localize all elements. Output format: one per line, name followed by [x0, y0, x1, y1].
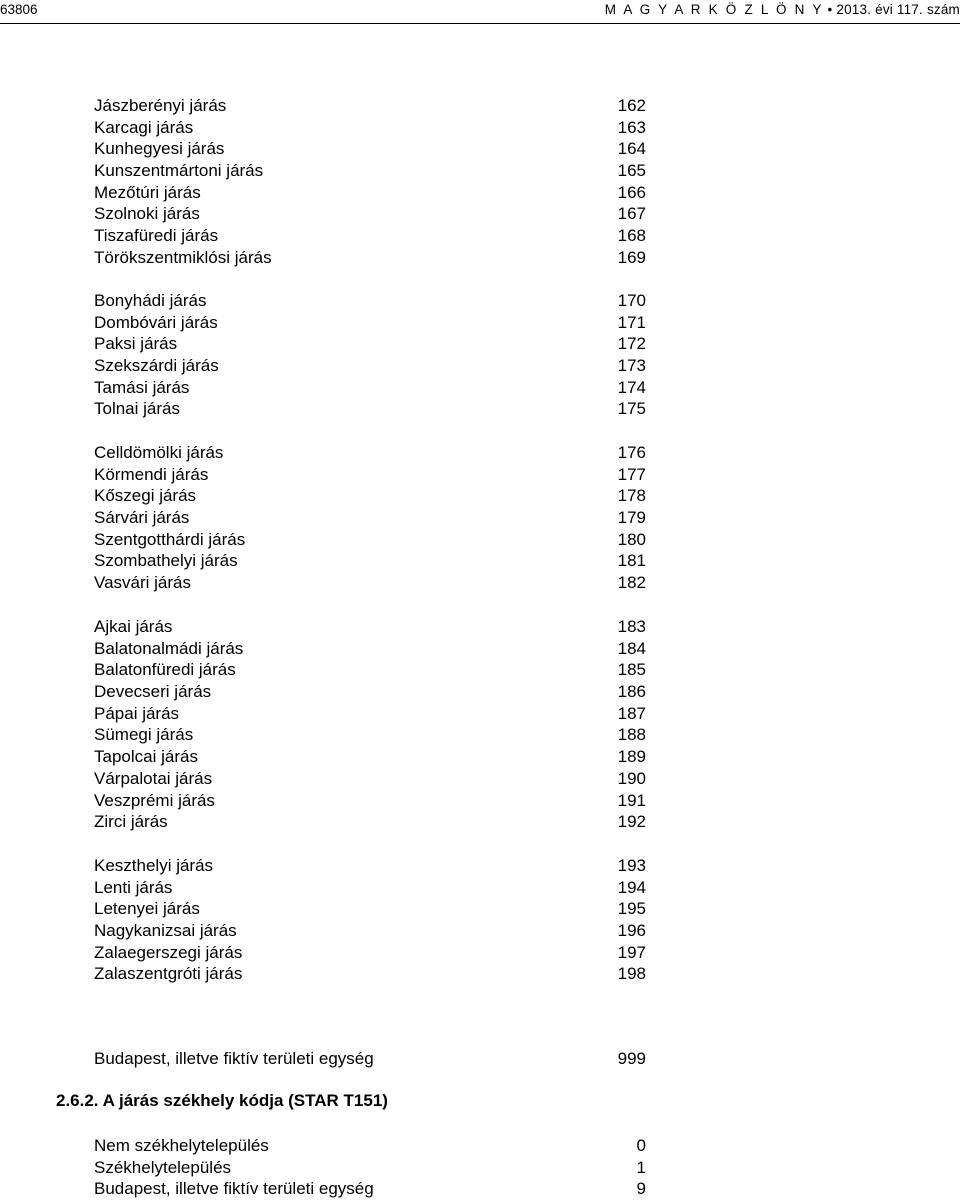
district-code: 194 — [617, 877, 646, 897]
table-row — [0, 1157, 960, 1179]
district-code: 168 — [617, 226, 646, 246]
table-row — [0, 290, 960, 312]
district-name: Vasvári járás — [94, 573, 191, 593]
district-code: 180 — [617, 529, 646, 549]
table-row — [0, 507, 960, 529]
table-row — [0, 464, 960, 486]
section-heading: 2.6.2. A járás székhely kódja (STAR T151) — [56, 1091, 388, 1110]
district-code: 188 — [617, 725, 646, 745]
district-code: 196 — [617, 921, 646, 941]
table-row — [0, 572, 960, 594]
district-code: 193 — [617, 856, 646, 875]
district-name: Zirci járás — [94, 812, 168, 832]
table-row — [0, 898, 960, 920]
table-row — [0, 1135, 960, 1157]
district-code: 163 — [617, 117, 646, 137]
district-code: 162 — [617, 96, 646, 115]
table-row — [0, 355, 960, 377]
table-row — [0, 550, 960, 572]
district-name: Sárvári járás — [94, 508, 190, 528]
district-code: 172 — [617, 334, 646, 354]
district-code: 184 — [617, 638, 646, 658]
district-name: Szentgotthárdi járás — [94, 529, 246, 549]
district-code: 181 — [617, 551, 646, 571]
district-name: Nagykanizsai járás — [94, 921, 237, 941]
table-row — [0, 225, 960, 247]
table-row — [0, 724, 960, 746]
district-name: Székhelytelepülés — [94, 1157, 232, 1177]
district-name: Kunhegyesi járás — [94, 139, 225, 159]
district-code: 198 — [617, 964, 646, 984]
district-code: 9 — [636, 1179, 646, 1199]
table-row — [0, 616, 960, 638]
table-row — [0, 877, 960, 899]
district-name: Tapolcai járás — [94, 747, 198, 767]
district-code: 178 — [617, 486, 646, 506]
district-code: 197 — [617, 942, 646, 962]
district-name: Mezőtúri járás — [94, 182, 201, 202]
table-row — [0, 811, 960, 833]
district-name: Celldömölki járás — [94, 443, 224, 462]
district-name: Zalaszentgróti járás — [94, 964, 243, 984]
table-row — [0, 95, 960, 117]
district-name: Karcagi járás — [94, 117, 194, 137]
district-name: Budapest, illetve fiktív területi egység — [94, 1049, 374, 1068]
table-row — [0, 529, 960, 551]
table-row — [0, 681, 960, 703]
table-row — [0, 790, 960, 812]
table-row — [0, 1048, 960, 1070]
district-code: 176 — [617, 443, 646, 462]
district-code: 171 — [617, 312, 646, 332]
district-name: Letenyei járás — [94, 899, 200, 919]
table-row — [0, 703, 960, 725]
district-code: 179 — [617, 508, 646, 528]
table-row — [0, 182, 960, 204]
table-row — [0, 138, 960, 160]
district-group-zala — [0, 855, 960, 985]
district-name: Keszthelyi járás — [94, 856, 214, 875]
table-row — [0, 638, 960, 660]
table-row — [0, 117, 960, 139]
district-name: Törökszentmiklósi járás — [94, 247, 272, 267]
district-code: 166 — [617, 182, 646, 202]
table-row — [0, 1178, 960, 1200]
district-name: Szombathelyi járás — [94, 551, 238, 571]
table-row — [0, 398, 960, 420]
district-code: 182 — [617, 573, 646, 593]
district-name: Budapest, illetve fiktív területi egység — [94, 1179, 374, 1199]
table-row — [0, 442, 960, 464]
district-code: 185 — [617, 660, 646, 680]
district-code: 189 — [617, 747, 646, 767]
district-group-tolna — [0, 290, 960, 420]
district-code: 164 — [617, 139, 646, 159]
journal-title-line — [605, 2, 960, 17]
district-code: 186 — [617, 682, 646, 702]
table-row — [0, 659, 960, 681]
district-name: Ajkai járás — [94, 617, 173, 636]
district-name: Nem székhelytelepülés — [94, 1136, 269, 1155]
district-name: Sümegi járás — [94, 725, 194, 745]
district-code: 174 — [617, 377, 646, 397]
district-code: 170 — [617, 291, 646, 310]
district-name: Paksi járás — [94, 334, 178, 354]
seat-code-list — [0, 1135, 960, 1200]
district-name: Tiszafüredi járás — [94, 226, 219, 246]
district-code: 0 — [636, 1136, 646, 1155]
district-name: Tolnai járás — [94, 399, 180, 419]
district-code: 183 — [617, 617, 646, 636]
table-row — [0, 333, 960, 355]
district-name: Várpalotai járás — [94, 768, 213, 788]
district-code: 1 — [636, 1157, 646, 1177]
district-code: 167 — [617, 204, 646, 224]
journal-title: M A G Y A R K Ö Z L Ö N Y — [604, 2, 824, 17]
district-code: 191 — [617, 790, 646, 810]
header-rule — [0, 23, 960, 24]
table-row — [0, 855, 960, 877]
district-code: 177 — [617, 464, 646, 484]
table-row — [0, 485, 960, 507]
district-name: Szolnoki járás — [94, 204, 200, 224]
table-row — [0, 746, 960, 768]
district-name: Jászberényi járás — [94, 96, 227, 115]
district-code: 169 — [617, 247, 646, 267]
district-name: Tamási járás — [94, 377, 190, 397]
table-row — [0, 247, 960, 269]
issue-label: 2013. évi 117. szám — [836, 2, 960, 17]
district-code: 190 — [617, 768, 646, 788]
table-row — [0, 203, 960, 225]
district-name: Pápai járás — [94, 703, 180, 723]
district-name: Balatonalmádi járás — [94, 638, 244, 658]
district-group-veszprem — [0, 616, 960, 833]
district-group-jasz-nagykun-szolnok — [0, 95, 960, 269]
district-name: Zalaegerszegi járás — [94, 942, 243, 962]
district-name: Veszprémi járás — [94, 790, 215, 810]
district-code: 999 — [617, 1049, 646, 1068]
district-name: Lenti járás — [94, 877, 173, 897]
table-row — [0, 312, 960, 334]
page-number: 63806 — [0, 2, 38, 17]
district-code: 187 — [617, 703, 646, 723]
district-name: Körmendi járás — [94, 464, 209, 484]
table-row — [0, 768, 960, 790]
table-row — [0, 160, 960, 182]
district-name: Szekszárdi járás — [94, 356, 219, 376]
table-row — [0, 920, 960, 942]
district-name: Devecseri járás — [94, 682, 212, 702]
district-name: Kőszegi járás — [94, 486, 197, 506]
page-header — [0, 0, 960, 24]
district-group-vas — [0, 442, 960, 594]
district-name: Kunszentmártoni járás — [94, 161, 264, 181]
district-name: Balatonfüredi járás — [94, 660, 236, 680]
separator-bullet: • — [827, 2, 833, 17]
district-code: 173 — [617, 356, 646, 376]
table-row — [0, 942, 960, 964]
district-name: Dombóvári járás — [94, 312, 218, 332]
district-group-budapest — [0, 1048, 960, 1070]
table-row — [0, 963, 960, 985]
district-name: Bonyhádi járás — [94, 291, 207, 310]
district-code: 192 — [617, 812, 646, 832]
district-code: 195 — [617, 899, 646, 919]
district-code: 175 — [617, 399, 646, 419]
table-row — [0, 377, 960, 399]
district-code: 165 — [617, 161, 646, 181]
